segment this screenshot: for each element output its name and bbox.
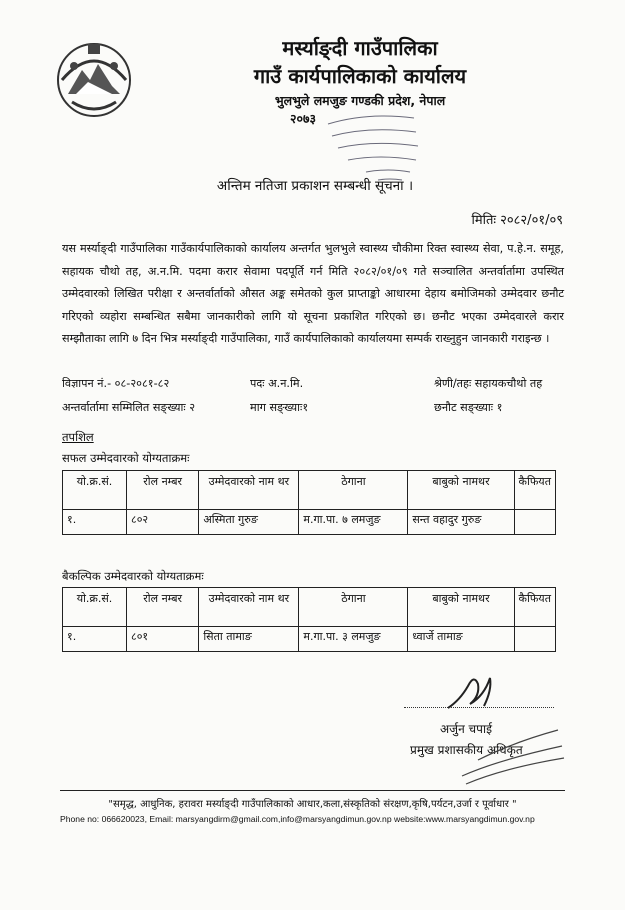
table-cell: ८०२ [126, 510, 198, 535]
footer-divider [60, 790, 565, 791]
table-cell: सिता तामाङ [199, 627, 299, 652]
established-year: २०७३ [290, 111, 317, 126]
signatory-stamp-icon [458, 720, 568, 786]
signatory-title: प्रमुख प्रशासकीय अधिकृत [410, 743, 523, 757]
successful-candidates-table [62, 470, 556, 535]
table-row [63, 627, 556, 652]
advertisement-number: विज्ञापन नं.- ०८-२०८१-८२ [62, 377, 170, 390]
column-header: उम्मेदवारको नाम थर [199, 471, 299, 510]
signature-line [404, 707, 554, 708]
table-cell: अस्मिता गुरुङ [199, 510, 299, 535]
level: श्रेणी/तहः सहायकचौथो तह [434, 377, 543, 390]
table-cell: सन्त वहादुर गुरुङ [408, 510, 514, 535]
table-header-row [63, 471, 556, 510]
footer-motto: "समृद्ध, आधुनिक, हरावरा मर्स्याङ्दी गाउँपालिकाको आधार,कला,संस्कृतिको संरक्षण,कृषि,पर्यटन,उर्जा र पूर्वाधार " [108, 799, 517, 810]
municipality-name: मर्स्याङ्दी गाउँपालिका [282, 36, 438, 60]
interview-count: अन्तर्वार्तामा सम्मिलित सङ्ख्याः २ [62, 401, 196, 414]
table-cell: ८०१ [126, 627, 198, 652]
office-stamp-icon [318, 104, 428, 182]
selected-count: छनौट सङ्ख्याः १ [434, 401, 503, 414]
signatory-name: अर्जुन चपाई [440, 722, 492, 736]
table-row [63, 510, 556, 535]
successful-caption: सफल उम्मेदवारको योग्यताक्रमः [62, 451, 190, 465]
table-header-row [63, 588, 556, 627]
table-cell: म.गा.पा. ३ लमजुङ [299, 627, 408, 652]
column-header: बाबुको नामथर [408, 588, 514, 627]
alternate-caption: बैकल्पिक उम्मेदवारको योग्यताक्रमः [62, 569, 204, 583]
table-cell: म.गा.पा. ७ लमजुङ [299, 510, 408, 535]
column-header: कैफियत [514, 588, 555, 627]
table-cell [514, 510, 555, 535]
column-header: रोल नम्बर [126, 588, 198, 627]
notice-subject: अन्तिम नतिजा प्रकाशन सम्बन्धी सूचना । [216, 178, 414, 194]
footer-contact: Phone no: 066620023, Email: marsyangdirm@gmail.com,info@marsyangdimun.gov.np website:www.marsyangdimun.gov.np [60, 814, 535, 824]
column-header: उम्मेदवारको नाम थर [199, 588, 299, 627]
demand-count: माग सङ्ख्याः१ [250, 401, 309, 414]
column-header: बाबुको नामथर [408, 471, 514, 510]
column-header: रोल नम्बर [126, 471, 198, 510]
nepal-emblem-icon [52, 36, 136, 120]
table-cell: १. [63, 510, 127, 535]
column-header: यो.क्र.सं. [63, 471, 127, 510]
table-cell [514, 627, 555, 652]
section-title: तपशिल [62, 430, 94, 444]
alternate-candidates-table [62, 587, 556, 652]
office-address: भुलभुले लमजुङ गण्डकी प्रदेश, नेपाल [274, 93, 446, 108]
notice-body: यस मर्स्याङ्दी गाउँपालिका गाउँकार्यपालिकाको कार्यालय अन्तर्गत भुलभुले स्वास्थ्य चौकीमा रिक्त स्वास्थ्य सेवा, प.हे.न. समूह, सहायक चौथो तह, अ.न.मि. पदमा करार सेवामा पदपूर्ति गर्न मिति २०८२/०१/०९ गते सञ्चालित अन्तर्वार्तामा उपस्थित उम्मेदवारको लिखित परीक्षा र अन्तर्वार्ताको औसत अङ्क समेतको कुल प्राप्ताङ्को आधारमा देहाय बमोजिमको उम्मेदवार छनौट गरिएको व्यहोरा सम्बन्धित सबैमा जानकारीको लागि यो सूचना प्रकाशित गरिएको छ। छनौट भएका उम्मेदवारले करार सम्झौताका लागि ७ दिन भित्र मर्स्याङ्दी गाउँपालिका, गाउँ कार्यपालिकाको कार्यालयमा सम्पर्क राख्नुहुन जानकारी गराइन्छ । [62, 242, 564, 345]
column-header: यो.क्र.सं. [63, 588, 127, 627]
office-name: गाउँ कार्यपालिकाको कार्यालय [253, 64, 467, 88]
table-cell: १. [63, 627, 127, 652]
column-header: ठेगाना [299, 588, 408, 627]
table-cell: ध्वार्जे तामाङ [408, 627, 514, 652]
column-header: कैफियत [514, 471, 555, 510]
column-header: ठेगाना [299, 471, 408, 510]
post-name: पदः अ.न.मि. [250, 377, 304, 390]
notice-date: मितिः २०८२/०१/०९ [471, 213, 563, 228]
